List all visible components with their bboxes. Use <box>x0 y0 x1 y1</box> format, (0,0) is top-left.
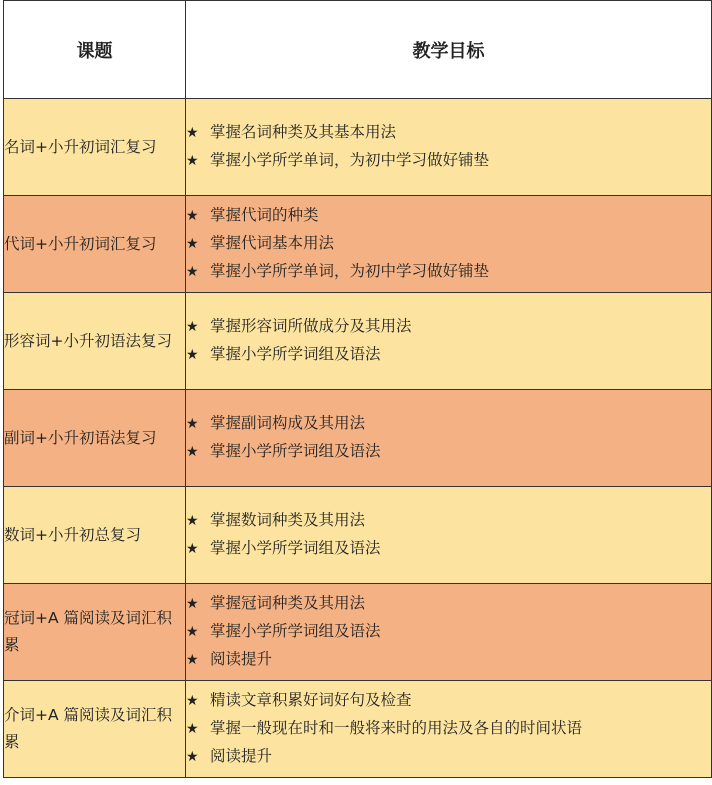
star-icon: ★ <box>186 416 199 432</box>
table-row <box>4 681 712 778</box>
topic-cell: 副词+小升初语法复习 <box>4 390 186 487</box>
star-icon: ★ <box>186 652 199 668</box>
star-icon: ★ <box>186 264 199 280</box>
goals-cell <box>186 293 712 390</box>
star-icon: ★ <box>186 153 199 169</box>
goals-cell <box>186 99 712 196</box>
header-row <box>4 1 712 99</box>
star-icon: ★ <box>186 444 199 460</box>
star-icon: ★ <box>186 596 199 612</box>
goal-item: ★ 掌握小学所学词组及语法 <box>186 438 711 466</box>
goals-cell <box>186 681 712 778</box>
table-body <box>4 99 712 778</box>
topic-cell: 形容词+小升初语法复习 <box>4 293 186 390</box>
goal-item: ★ 掌握小学所学单词，为初中学习做好铺垫 <box>186 147 711 175</box>
topic-cell: 名词+小升初词汇复习 <box>4 99 186 196</box>
goals-cell <box>186 196 712 293</box>
star-icon: ★ <box>186 721 199 737</box>
goal-item: ★ 精读文章积累好词好句及检查 <box>186 687 711 715</box>
table-row <box>4 487 712 584</box>
goals-cell <box>186 487 712 584</box>
table-row <box>4 196 712 293</box>
star-icon: ★ <box>186 624 199 640</box>
header-goal: 教学目标 <box>186 1 712 99</box>
goal-item: ★ 掌握数词种类及其用法 <box>186 507 711 535</box>
star-icon: ★ <box>186 208 199 224</box>
topic-cell: 冠词+A 篇阅读及词汇积累 <box>4 584 186 681</box>
goal-item: ★ 掌握一般现在时和一般将来时的用法及各自的时间状语 <box>186 715 711 743</box>
table-row <box>4 390 712 487</box>
goal-item: ★ 掌握冠词种类及其用法 <box>186 590 711 618</box>
curriculum-table <box>3 0 712 778</box>
star-icon: ★ <box>186 347 199 363</box>
topic-cell: 数词+小升初总复习 <box>4 487 186 584</box>
goals-cell <box>186 584 712 681</box>
table-row <box>4 293 712 390</box>
topic-cell: 介词+A 篇阅读及词汇积累 <box>4 681 186 778</box>
goal-item: ★ 掌握代词基本用法 <box>186 230 711 258</box>
goal-item: ★ 掌握小学所学词组及语法 <box>186 535 711 563</box>
star-icon: ★ <box>186 125 199 141</box>
table-row <box>4 99 712 196</box>
goal-item: ★ 掌握小学所学单词，为初中学习做好铺垫 <box>186 258 711 286</box>
star-icon: ★ <box>186 319 199 335</box>
star-icon: ★ <box>186 236 199 252</box>
star-icon: ★ <box>186 693 199 709</box>
header-topic: 课题 <box>4 1 186 99</box>
star-icon: ★ <box>186 749 199 765</box>
goals-cell <box>186 390 712 487</box>
star-icon: ★ <box>186 513 199 529</box>
goal-item: ★ 阅读提升 <box>186 646 711 674</box>
goal-item: ★ 掌握小学所学词组及语法 <box>186 341 711 369</box>
topic-cell: 代词+小升初词汇复习 <box>4 196 186 293</box>
goal-item: ★ 阅读提升 <box>186 743 711 771</box>
table-row <box>4 584 712 681</box>
star-icon: ★ <box>186 541 199 557</box>
goal-item: ★ 掌握代词的种类 <box>186 202 711 230</box>
goal-item: ★ 掌握副词构成及其用法 <box>186 410 711 438</box>
goal-item: ★ 掌握形容词所做成分及其用法 <box>186 313 711 341</box>
goal-item: ★ 掌握名词种类及其基本用法 <box>186 119 711 147</box>
goal-item: ★ 掌握小学所学词组及语法 <box>186 618 711 646</box>
